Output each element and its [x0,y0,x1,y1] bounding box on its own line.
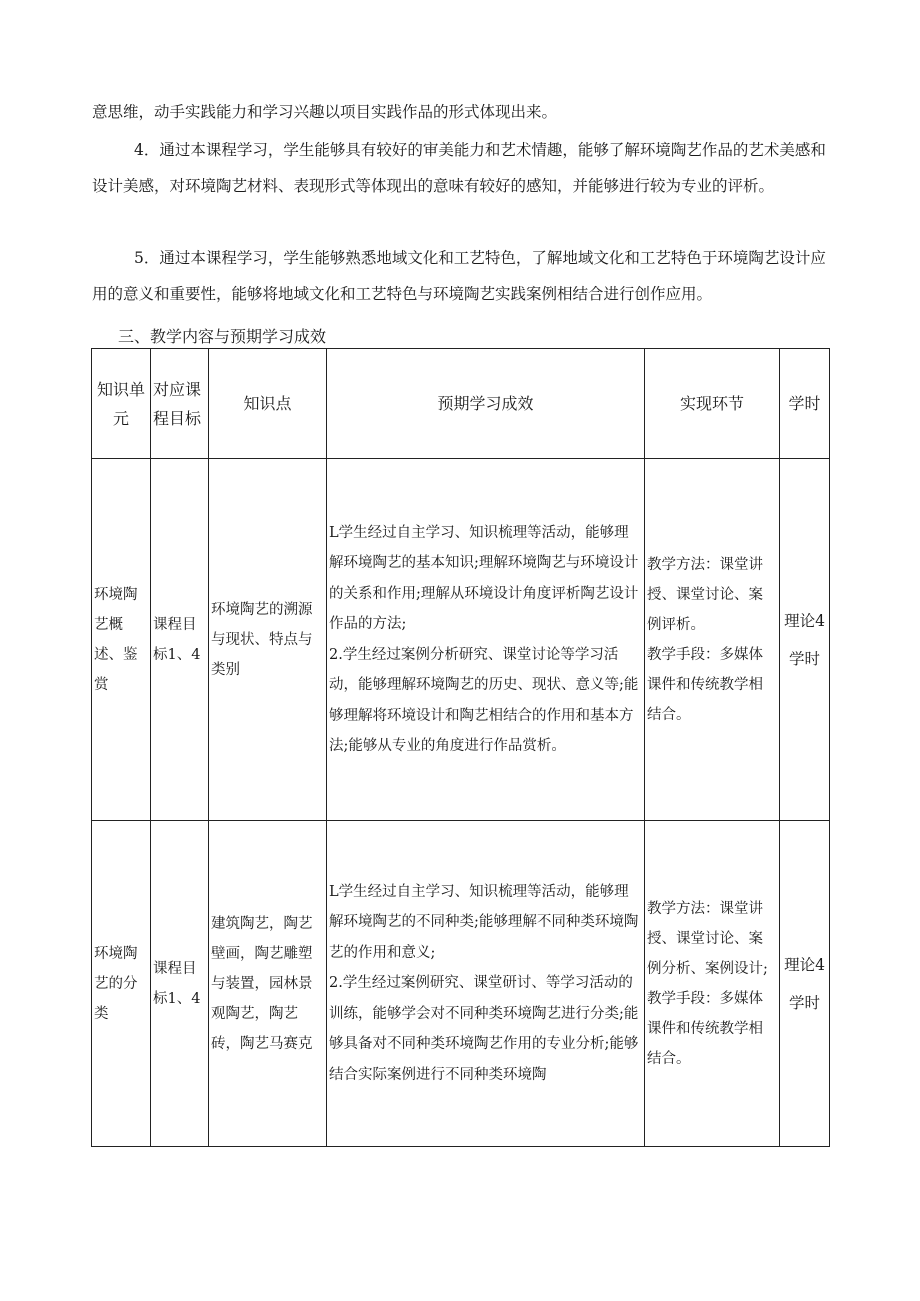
header-implementation: 实现环节 [645,349,780,459]
cell-outcome [327,821,645,1147]
cell-unit: 环境陶艺概述、鉴赏 [92,459,151,821]
header-course-goal: 对应课程目标 [151,349,209,459]
cell-goal: 课程目标1、4 [151,821,209,1147]
paragraph-objective-5: 5．通过本课程学习，学生能够熟悉地域文化和工艺特色，了解地域文化和工艺特色于环境陶艺设计应用的意义和重要性，能够将地域文化和工艺特色与环境陶艺实践案例相结合进行创作应用。 [92,249,826,303]
cell-method [645,821,780,1147]
method-text: 教学方法：课堂讲授、课堂讨论、案例评析。 教学手段：多媒体课件和传统教学相结合。 [647,556,763,723]
header-knowledge-unit: 知识单元 [92,349,151,459]
cell-points: 建筑陶艺，陶艺壁画，陶艺雕塑与装置，园林景观陶艺，陶艺砖，陶艺马赛克 [209,821,327,1147]
header-expected-outcome: 预期学习成效 [327,349,645,459]
paragraph-objective-4: 4．通过本课程学习，学生能够具有较好的审美能力和艺术情趣，能够了解环境陶艺作品的艺术美感和设计美感，对环境陶艺材料、表现形式等体现出的意味有较好的感知，并能够进行较为专业的评析。 [92,141,826,195]
header-hours: 学时 [780,349,830,459]
header-knowledge-point: 知识点 [209,349,327,459]
cell-method [645,459,780,821]
paragraph-continuation: 意思维，动手实践能力和学习兴趣以项目实践作品的形式体现出来。 [92,103,558,121]
cell-unit: 环境陶艺的分类 [92,821,151,1147]
table-header-row [92,349,830,459]
method-text: 教学方法：课堂讲授、课堂讨论、案例分析、案例设计; 教学手段：多媒体课件和传统教学相结合。 [647,900,768,1067]
cell-points: 环境陶艺的溯源与现状、特点与类别 [209,459,327,821]
teaching-content-table [91,348,830,1147]
cell-outcome [327,459,645,821]
outcome-text: L学生经过自主学习、知识梳理等活动，能够理解环境陶艺的基本知识;理解环境陶艺与环境设计的关系和作用;理解从环境设计角度评析陶艺设计作品的方法; 2.学生经过案例分析研究、课堂讨论等学习活动，能够理解环境陶艺的历史、现状、意义等;能够理解将环境设计和陶艺相结合的作用和基本方法;能够从专业的角度进行作品赏析。 [329,524,639,754]
outcome-text: L学生经过自主学习、知识梳理等活动，能够理解环境陶艺的不同种类;能够理解不同种类环境陶艺的作用和意义; 2.学生经过案例研究、课堂研讨、等学习活动的训练，能够学会对不同种类环境陶艺进行分类;能够具备对不同种类环境陶艺作用的专业分析;能够结合实际案例进行不同种类环境陶 [329,883,639,1083]
table-row [92,821,830,1147]
table-row [92,459,830,821]
cell-hours: 理论4学时 [780,821,830,1147]
cell-hours: 理论4学时 [780,459,830,821]
section-heading: 三、教学内容与预期学习成效 [118,327,327,346]
cell-goal: 课程目标1、4 [151,459,209,821]
